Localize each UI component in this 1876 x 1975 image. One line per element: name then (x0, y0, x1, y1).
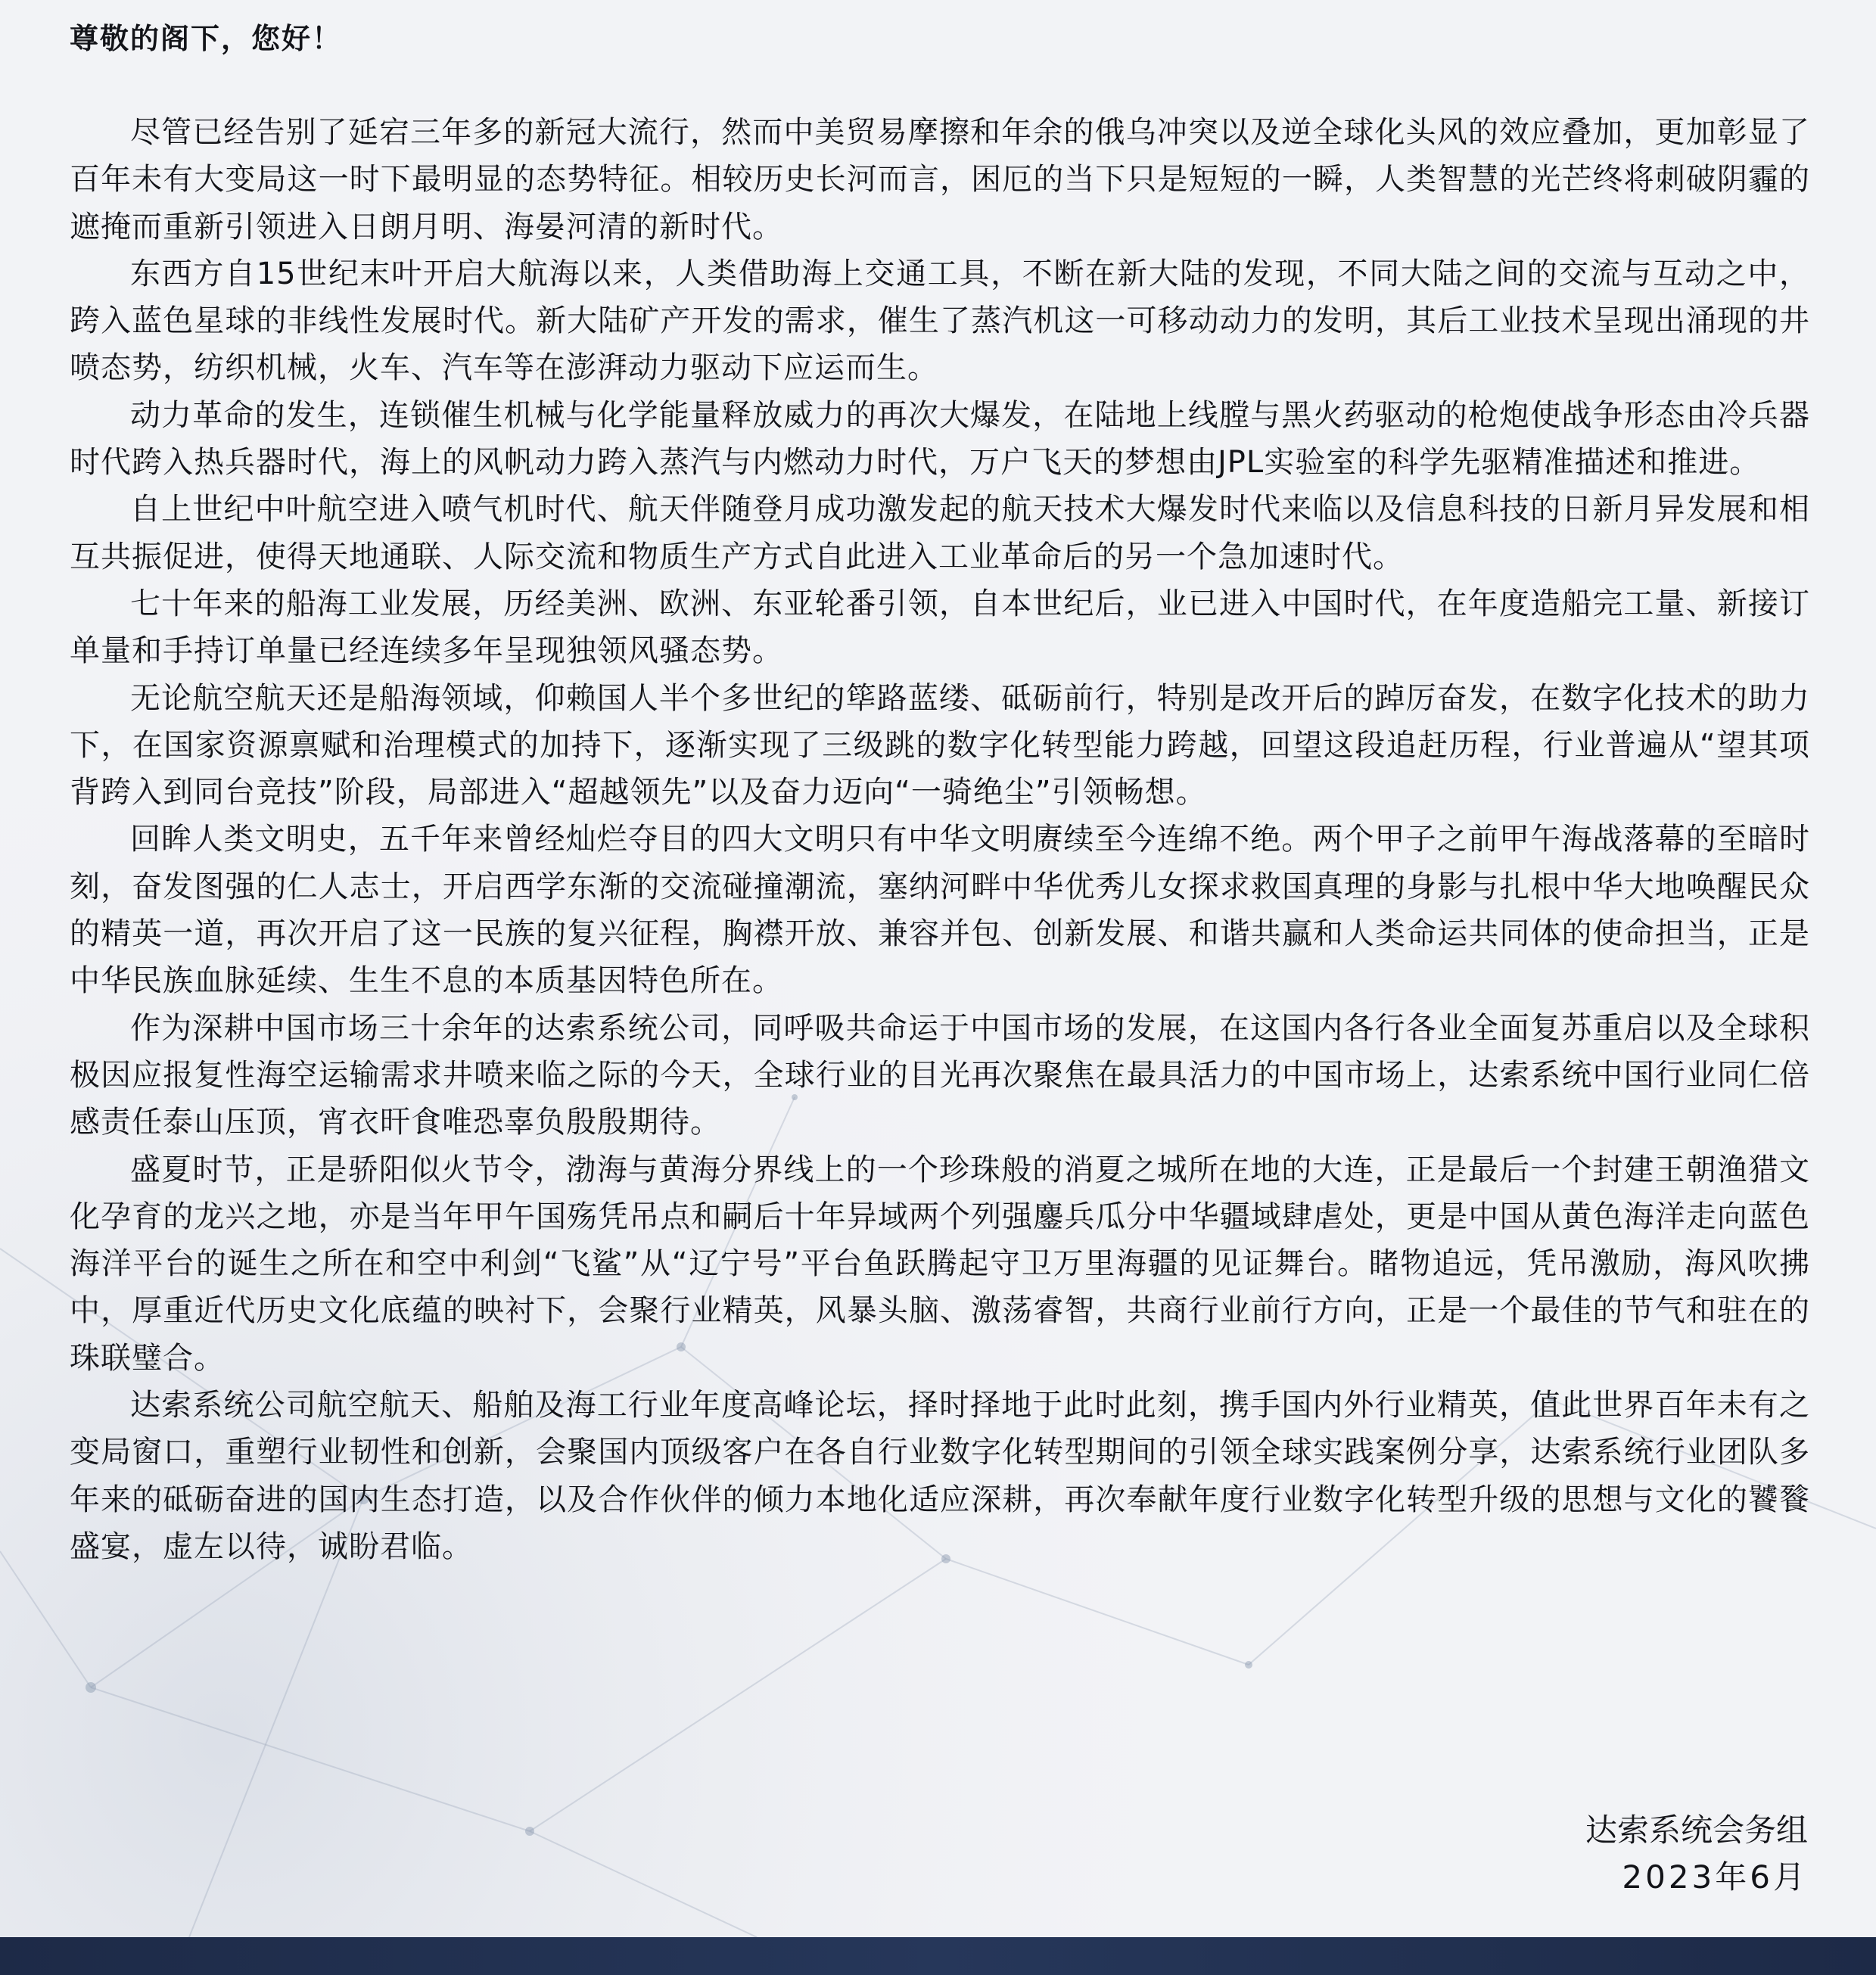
paragraph-8: 作为深耕中国市场三十余年的达索系统公司，同呼吸共命运于中国市场的发展，在这国内各行各业全面复苏重启以及全球积极因应报复性海空运输需求井喷来临之际的今天，全球行业的目光再次聚焦在最具活力的中国市场上，达索系统中国行业同仁倍感责任泰山压顶，宵衣旰食唯恐辜负殷殷期待。 (70, 1010, 1810, 1140)
paragraph-10: 达索系统公司航空航天、船舶及海工行业年度高峰论坛，择时择地于此时此刻，携手国内外行业精英，值此世界百年未有之变局窗口，重塑行业韧性和创新，会聚国内顶级客户在各自行业数字化转型期间的引领全球实践案例分享，达索系统行业团队多年来的砥砺奋进的国内生态打造，以及合作伙伴的倾力本地化适应深耕，再次奉献年度行业数字化转型升级的思想与文化的饕餮盛宴，虚左以待，诚盼君临。 (70, 1388, 1810, 1564)
paragraph-7: 回眸人类文明史，五千年来曾经灿烂夺目的四大文明只有中华文明赓续至今连绵不绝。两个甲子之前甲午海战落幕的至暗时刻，奋发图强的仁人志士，开启西学东渐的交流碰撞潮流，塞纳河畔中华优秀儿女探求救国真理的身影与扎根中华大地唤醒民众的精英一道，再次开启了这一民族的复兴征程，胸襟开放、兼容并包、创新发展、和谐共赢和人类命运共同体的使命担当，正是中华民族血脉延续、生生不息的本质基因特色所在。 (70, 822, 1810, 999)
signature-date: 2023年6月 (1622, 1858, 1808, 1896)
salutation: 尊敬的阁下，您好！ (70, 22, 343, 55)
paragraph-1: 尽管已经告别了延宕三年多的新冠大流行，然而中美贸易摩擦和年余的俄乌冲突以及逆全球化头风的效应叠加，更加彰显了百年未有大变局这一时下最明显的态势特征。相较历史长河而言，困厄的当下只是短短的一瞬，人类智慧的光芒终将刺破阴霾的遮掩而重新引领进入日朗月明、海晏河清的新时代。 (70, 115, 1810, 244)
paragraph-4: 自上世纪中叶航空进入喷气机时代、航天伴随登月成功激发起的航天技术大爆发时代来临以及信息科技的日新月异发展和相互共振促进，使得天地通联、人际交流和物质生产方式自此进入工业革命后的另一个急加速时代。 (70, 492, 1810, 574)
footer-bar (0, 1937, 1876, 1975)
paragraph-3: 动力革命的发生，连锁催生机械与化学能量释放威力的再次大爆发，在陆地上线膛与黑火药驱动的枪炮使战争形态由冷兵器时代跨入热兵器时代，海上的风帆动力跨入蒸汽与内燃动力时代，万户飞天的梦想由JPL实验室的科学先驱精准描述和推进。 (70, 397, 1810, 481)
signature-organization: 达索系统会务组 (1585, 1812, 1808, 1849)
paragraph-6: 无论航空航天还是船海领域，仰赖国人半个多世纪的筚路蓝缕、砥砺前行，特别是改开后的踔厉奋发，在数字化技术的助力下，在国家资源禀赋和治理模式的加持下，逐渐实现了三级跳的数字化转型能力跨越，回望这段追赶历程，行业普遍从“望其项背跨入到同台竞技”阶段，局部进入“超越领先”以及奋力迈向“一骑绝尘”引领畅想。 (70, 680, 1810, 810)
paragraph-9: 盛夏时节，正是骄阳似火节令，渤海与黄海分界线上的一个珍珠般的消夏之城所在地的大连，正是最后一个封建王朝渔猎文化孕育的龙兴之地，亦是当年甲午国殇凭吊点和嗣后十年异域两个列强鏖兵瓜分中华疆域肆虐处，更是中国从黄色海洋走向蓝色海洋平台的诞生之所在和空中利剑“飞鲨”从“辽宁号”平台鱼跃腾起守卫万里海疆的见证舞台。睹物追远，凭吊激励，海风吹拂中，厚重近代历史文化底蕴的映衬下，会聚行业精英，风暴头脑、激荡睿智，共商行业前行方向，正是一个最佳的节气和驻在的珠联璧合。 (70, 1152, 1810, 1376)
paragraph-5: 七十年来的船海工业发展，历经美洲、欧洲、东亚轮番引领，自本世纪后，业已进入中国时代，在年度造船完工量、新接订单量和手持订单量已经连续多年呈现独领风骚态势。 (70, 586, 1810, 669)
signature-block (1585, 1807, 1808, 1901)
letter-body (70, 15, 1810, 1570)
paragraph-2: 东西方自15世纪末叶开启大航海以来，人类借助海上交通工具，不断在新大陆的发现，不同大陆之间的交流与互动之中，跨入蓝色星球的非线性发展时代。新大陆矿产开发的需求，催生了蒸汽机这一可移动动力的发明，其后工业技术呈现出涌现的井喷态势，纺织机械，火车、汽车等在澎湃动力驱动下应运而生。 (70, 256, 1810, 386)
